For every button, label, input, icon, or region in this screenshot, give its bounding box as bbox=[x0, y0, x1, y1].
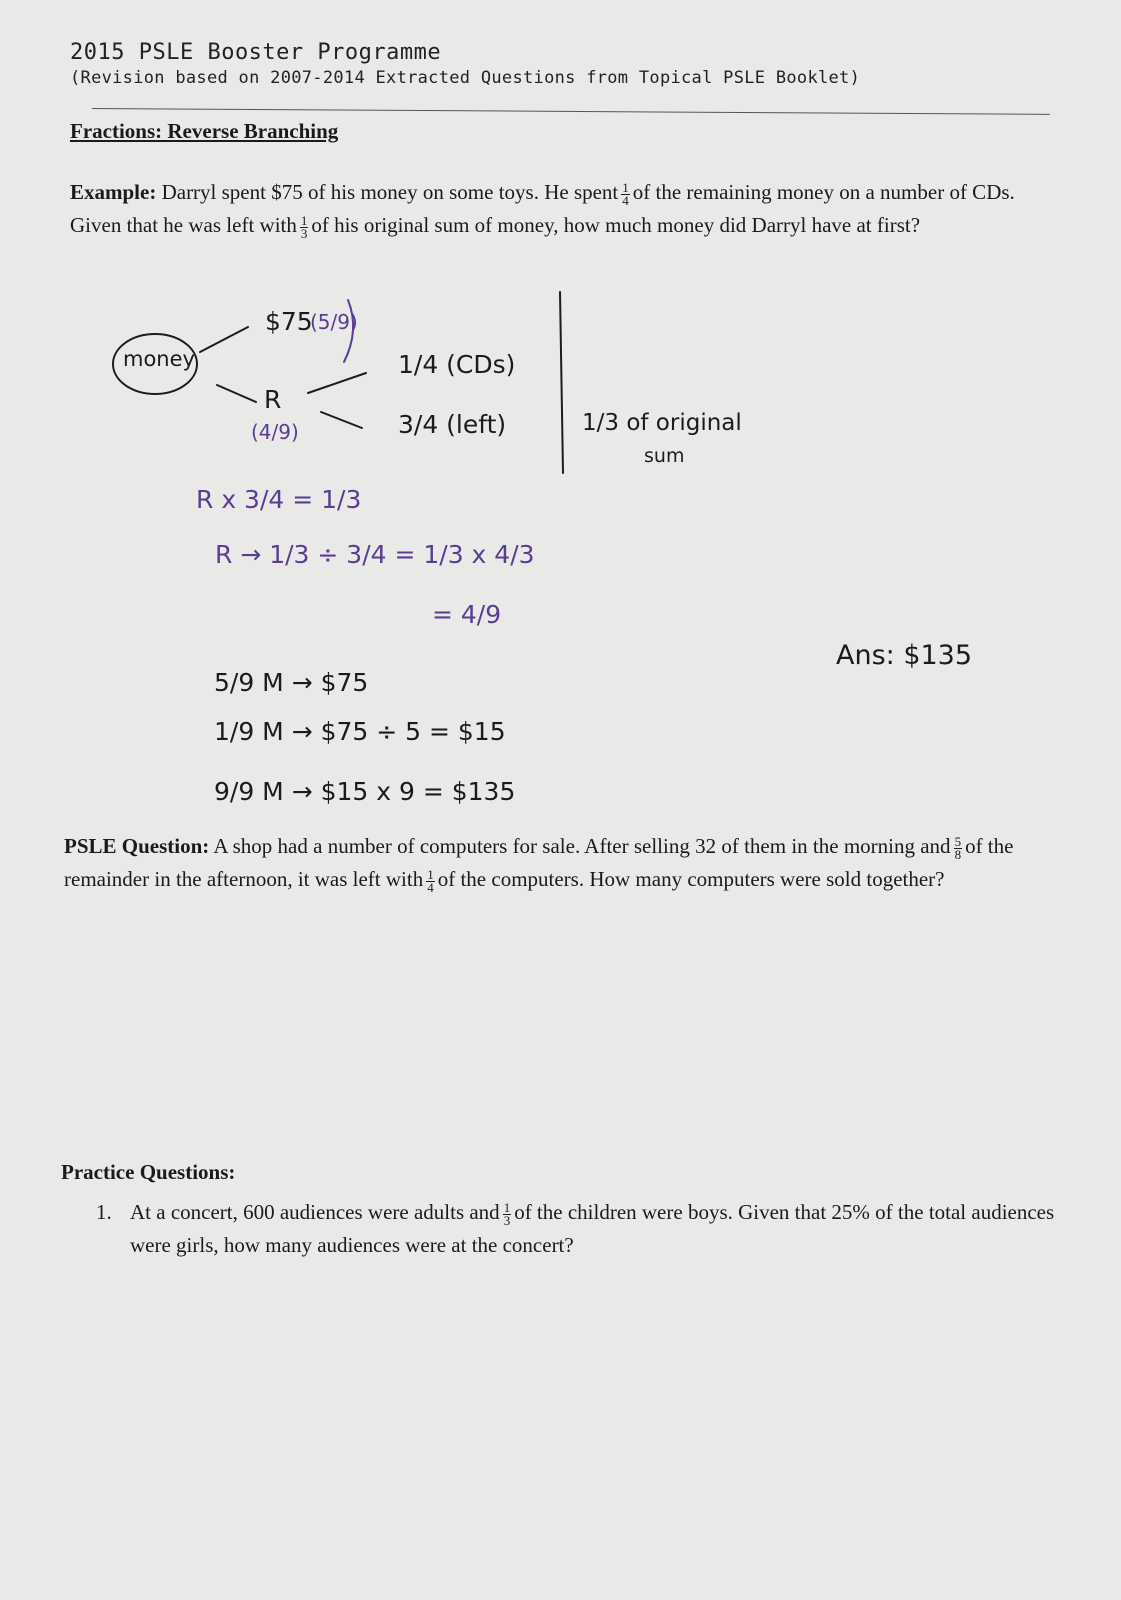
fraction-one-quarter: $\frac{1}{4}$ bbox=[622, 179, 629, 208]
hw-spent-fraction: (5/9) bbox=[310, 310, 358, 334]
example-text-3: of his original sum of money, how much money did Darryl have at first? bbox=[311, 213, 921, 237]
hw-left-fraction: 3/4 (left) bbox=[398, 410, 507, 439]
hw-original-sum-2: sum bbox=[644, 445, 685, 467]
hw-cds-fraction: 1/4 (CDs) bbox=[398, 350, 516, 379]
question-text: At a concert, 600 audiences were adults and $\frac{1}{3}$ of the children were boys. Given that 25% of the total audiences were girls, how many audiences were at the concert? bbox=[130, 1199, 1055, 1257]
psle-text-1: A shop had a number of computers for sale. After selling 32 of them in the morning and bbox=[213, 834, 951, 858]
psle-text-3: of the computers. How many computers were sold together? bbox=[437, 867, 945, 891]
psle-label: PSLE Question: bbox=[64, 834, 210, 858]
hw-spent-toys: $75 bbox=[265, 307, 313, 336]
hw-remainder-fraction: (4/9) bbox=[251, 420, 299, 444]
psle-question bbox=[64, 830, 1044, 896]
fraction-one-third-practice: $\frac{1}{3}$ bbox=[503, 1199, 511, 1228]
fraction-one-quarter-psle: $\frac{1}{4}$ bbox=[427, 866, 434, 895]
fraction-five-eighths: $\frac{5}{8}$ bbox=[954, 833, 962, 862]
hw-step-1: R x 3/4 = 1/3 bbox=[196, 485, 362, 514]
worksheet-title: 2015 PSLE Booster Programme bbox=[70, 40, 442, 65]
hw-original-sum: 1/3 of original bbox=[582, 410, 742, 436]
example-label: Example: bbox=[70, 180, 157, 204]
branch-line-left bbox=[321, 412, 362, 428]
hw-remainder: R bbox=[264, 385, 282, 414]
example-text-1: Darryl spent $75 of his money on some toys. He spent bbox=[161, 180, 619, 204]
psle-text-2: of the remainder in the afternoon, it was left with bbox=[64, 834, 1014, 891]
hw-step-5: 1/9 M → $75 ÷ 5 = $15 bbox=[214, 717, 506, 746]
divider-stroke bbox=[560, 292, 563, 473]
hw-step-6: 9/9 M → $15 x 9 = $135 bbox=[214, 777, 516, 806]
branch-line-remainder bbox=[217, 385, 256, 402]
hw-step-3: = 4/9 bbox=[432, 600, 502, 629]
section-title: Fractions: Reverse Branching bbox=[70, 119, 339, 143]
practice-question-1 bbox=[96, 1196, 1056, 1262]
branch-line-cds bbox=[308, 373, 366, 393]
fraction-one-third: $\frac{1}{3}$ bbox=[300, 212, 308, 241]
practice-title: Practice Questions: bbox=[61, 1160, 236, 1184]
example-text-2: of the remaining money on a number of CDs. Given that he was left with bbox=[70, 180, 1015, 237]
worksheet-subtitle: (Revision based on 2007-2014 Extracted Questions from Topical PSLE Booklet) bbox=[70, 68, 861, 88]
hw-money: money bbox=[123, 347, 195, 371]
branch-line-toys bbox=[200, 327, 248, 352]
question-number: 1. bbox=[96, 1200, 112, 1224]
hw-answer: Ans: $135 bbox=[836, 640, 973, 671]
hw-step-2: R → 1/3 ÷ 3/4 = 1/3 x 4/3 bbox=[215, 540, 535, 569]
hw-step-4: 5/9 M → $75 bbox=[214, 668, 369, 697]
